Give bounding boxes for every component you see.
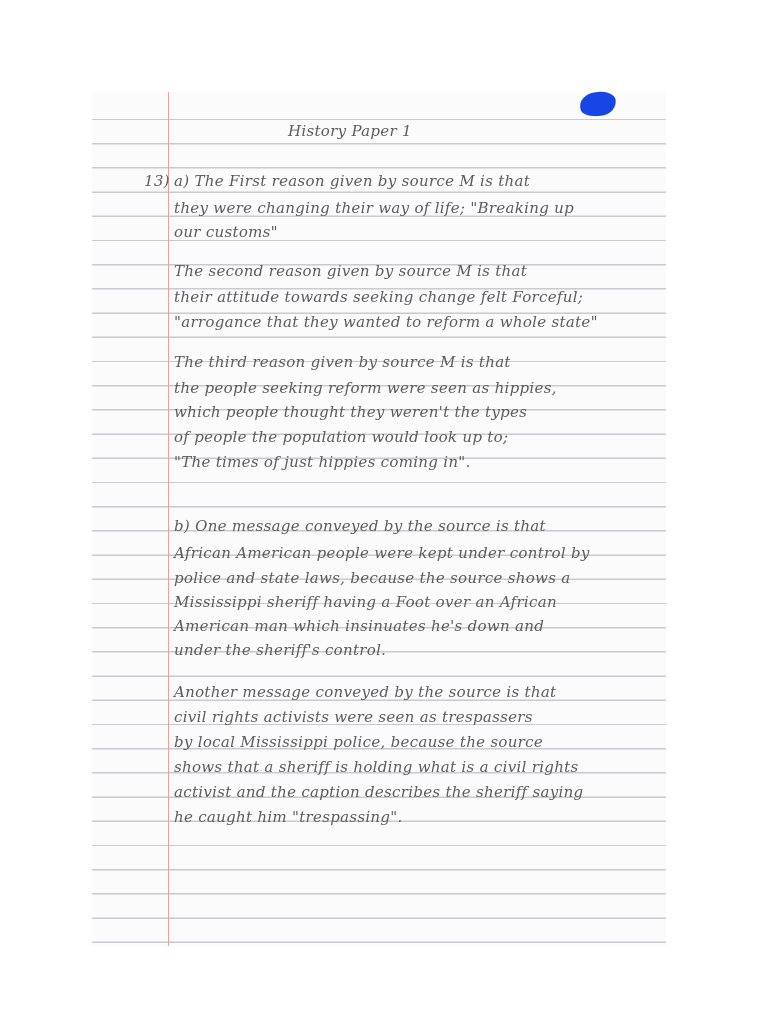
answer-a-p1-line-1: a) The First reason given by source M is that	[174, 172, 531, 190]
answer-b-p1-line-5: American man which insinuates he's down and	[174, 617, 545, 635]
answer-a-p1-line-2: they were changing their way of life; "Breaking up	[174, 199, 575, 217]
answer-b-p1-line-6: under the sheriff's control.	[174, 641, 387, 659]
answer-b-p2-line-2: civil rights activists were seen as trespassers	[174, 708, 533, 726]
answer-a-p3-line-3: which people thought they weren't the types	[174, 403, 528, 421]
question-number: 13)	[144, 172, 170, 190]
answer-a-p3-line-5: "The times of just hippies coming in".	[174, 453, 471, 471]
answer-b-p1-line-4: Mississippi sheriff having a Foot over an African	[174, 593, 557, 611]
answer-b-p1-line-2: African American people were kept under control by	[174, 544, 590, 562]
answer-a-p3-line-2: the people seeking reform were seen as hippies,	[174, 379, 557, 397]
answer-a-p3-line-4: of people the population would look up to;	[174, 428, 509, 446]
answer-b-p2-line-6: he caught him "trespassing".	[174, 808, 403, 826]
answer-a-p2-line-3: "arrogance that they wanted to reform a whole state"	[174, 313, 598, 331]
answer-a-p2-line-2: their attitude towards seeking change felt Forceful;	[174, 288, 584, 306]
answer-b-p2-line-4: shows that a sheriff is holding what is a civil rights	[174, 758, 579, 776]
answer-b-p1-line-3: police and state laws, because the source shows a	[174, 569, 571, 587]
answer-a-p1-line-3: our customs"	[174, 223, 278, 241]
margin-line	[168, 92, 169, 946]
answer-a-p2-line-1: The second reason given by source M is that	[174, 262, 528, 280]
answer-b-p2-line-3: by local Mississippi police, because the source	[174, 733, 544, 751]
answer-b-p2-line-5: activist and the caption describes the sheriff saying	[174, 783, 584, 801]
answer-b-p2-line-1: Another message conveyed by the source is that	[174, 683, 557, 701]
answer-b-p1-line-1: b) One message conveyed by the source is that	[174, 517, 546, 535]
page-title: History Paper 1	[288, 122, 412, 140]
answer-a-p3-line-1: The third reason given by source M is that	[174, 353, 511, 371]
